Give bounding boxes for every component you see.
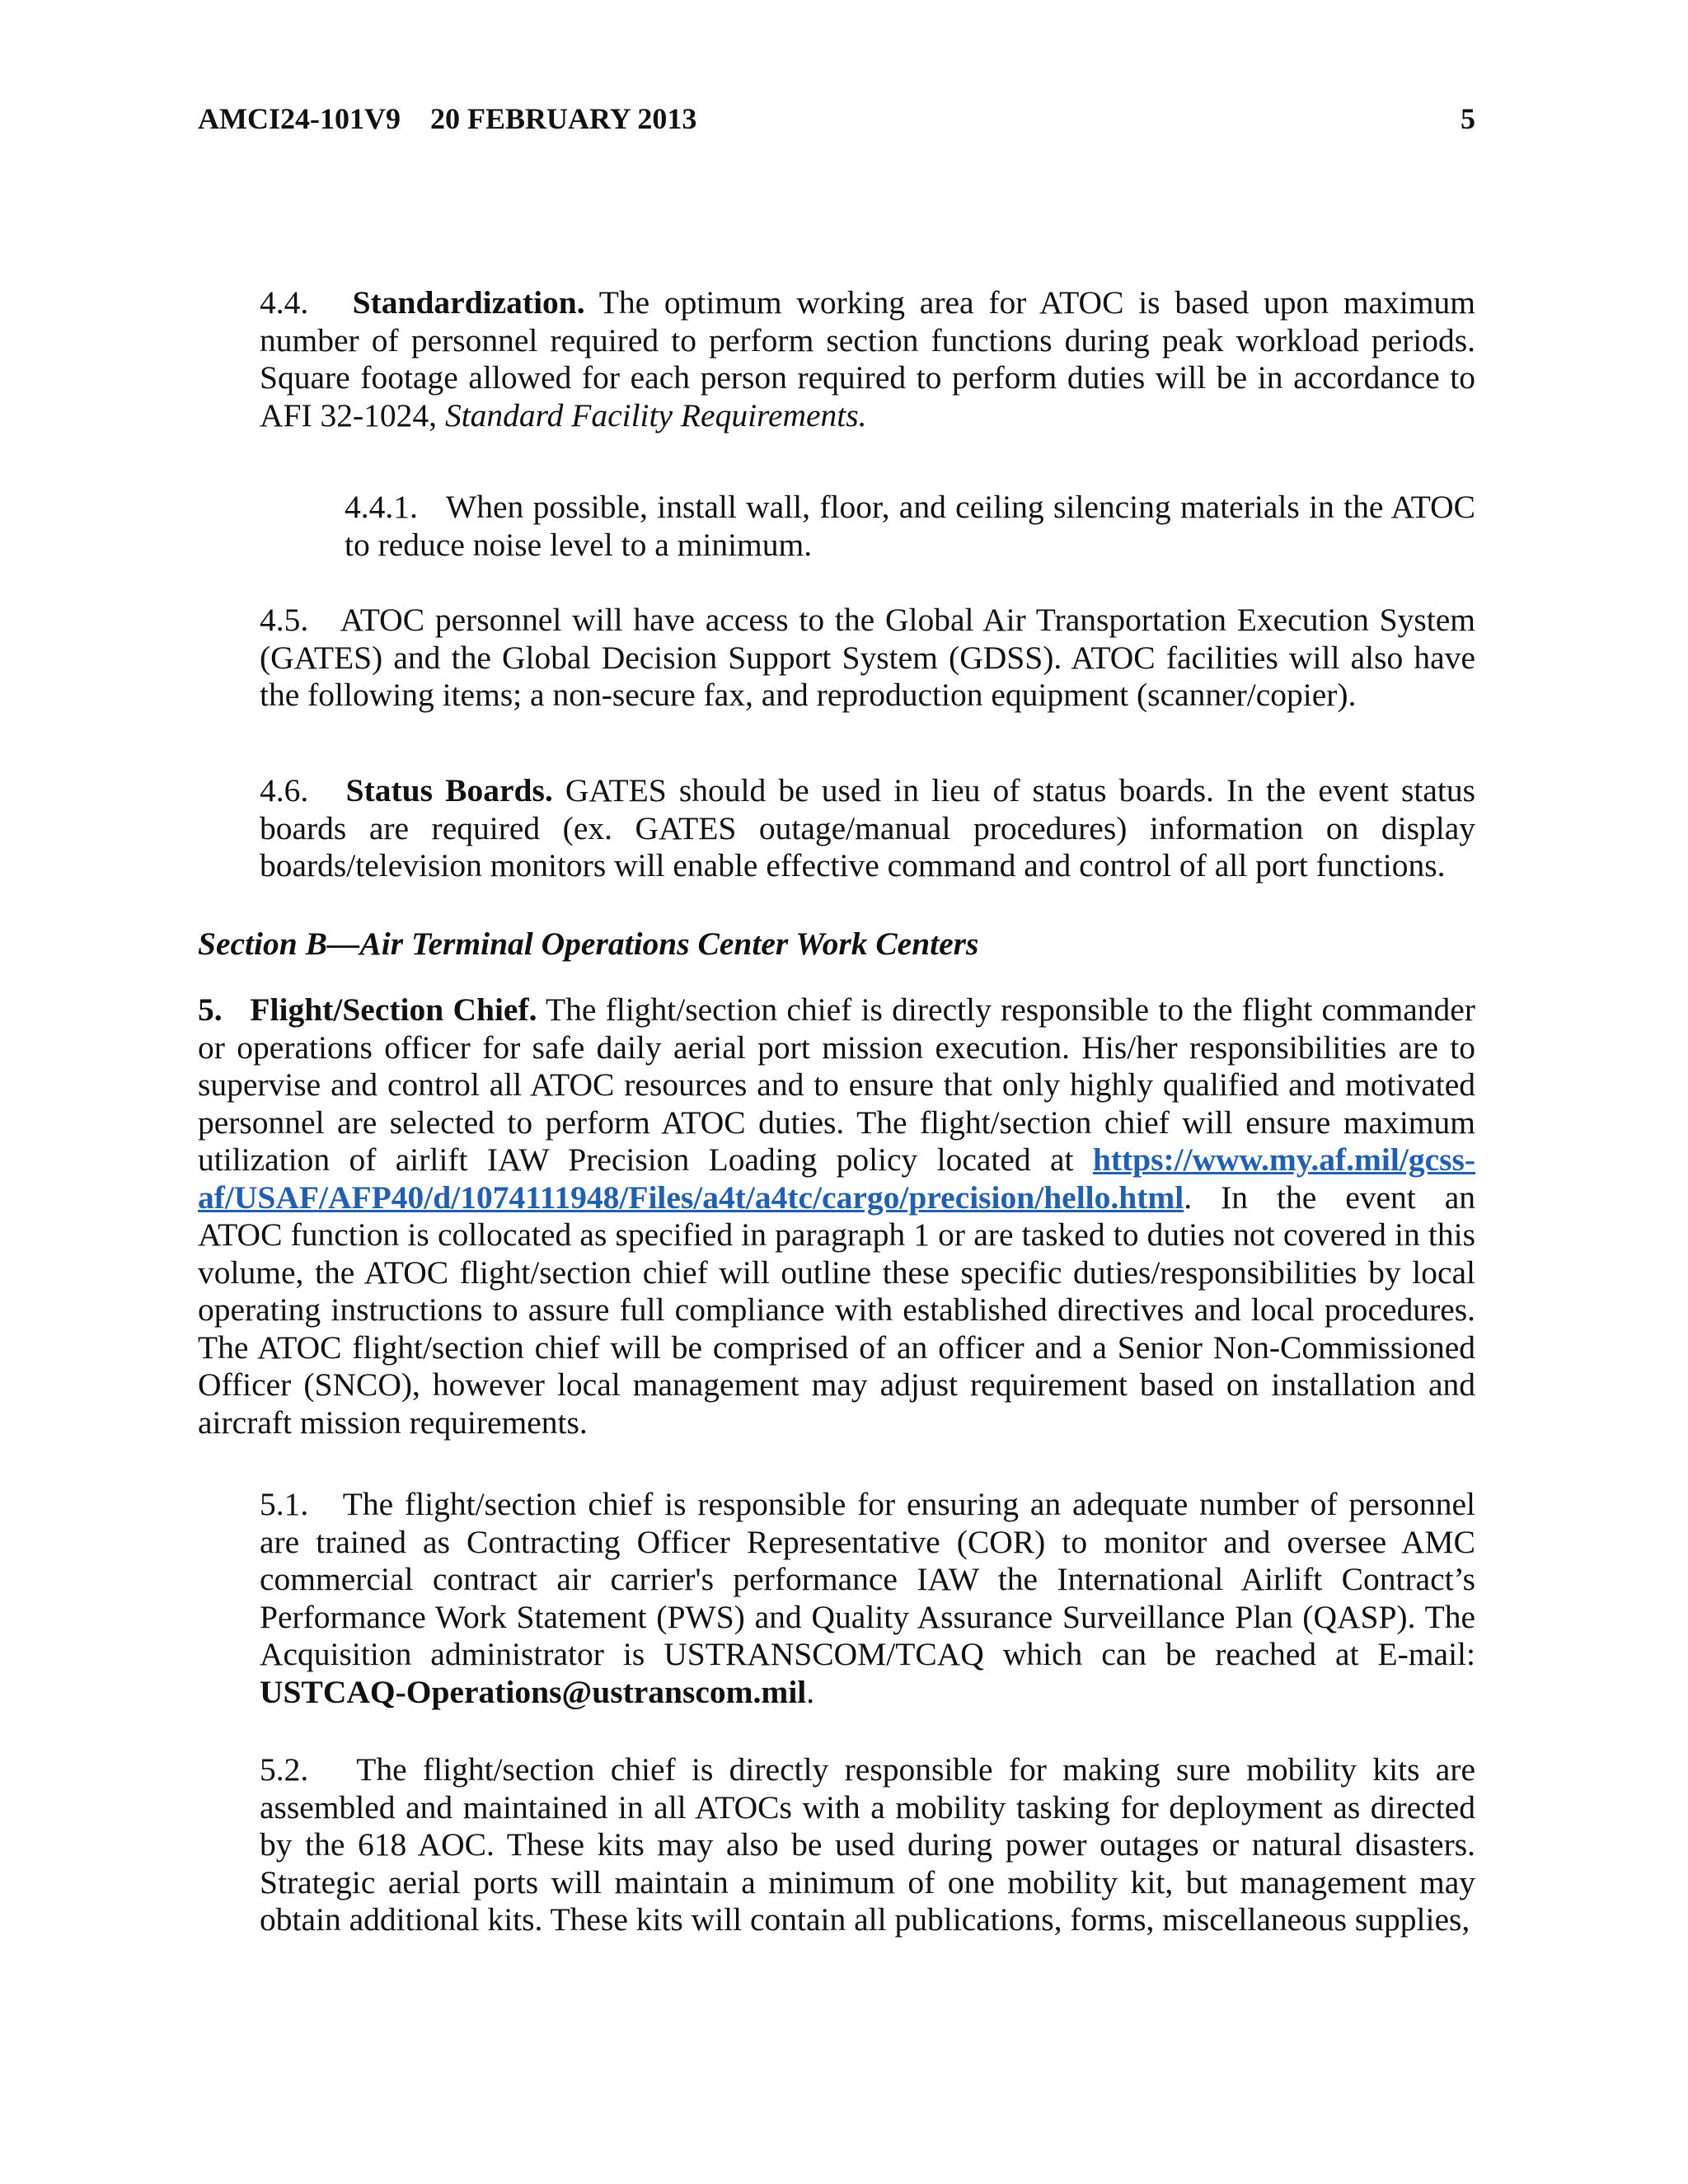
paragraph-number: 5.1. (260, 1486, 309, 1522)
paragraph-5-1 (260, 1486, 1475, 1711)
paragraph-4-6 (260, 772, 1475, 885)
paragraph-number: 4.4. (260, 284, 309, 321)
paragraph-text: The flight/section chief is responsible for ensuring an adequate number of personnel are trained as Contracting Officer Representative (COR) to monitor and oversee AMC commercial contract air carrier's performance IAW the International Airlift Contract’s Performance Work Statement (PWS) and Quality Assurance Surveillance Plan (QASP). The Acquisition administrator is USTRANSCOM/TCAQ which can be reached at E-mail: (260, 1486, 1475, 1672)
paragraph-title: Flight/Section Chief. (250, 991, 537, 1028)
document-date: 20 FEBRUARY 2013 (429, 102, 697, 135)
page-header (198, 97, 1475, 140)
paragraph-number: 4.6. (260, 772, 309, 808)
paragraph-4-4-1 (345, 489, 1475, 564)
paragraph-text: The flight/section chief is directly responsible for making sure mobility kits are assembled and maintained in all ATOCs with a mobility tasking for deployment as directed by the 618 AOC. These kits may also be used during power outages or natural disasters. Strategic aerial ports will maintain a minimum of one mobility kit, but management may obtain additional kits. These kits will contain all publications, forms, miscellaneous supplies, (260, 1751, 1475, 1938)
document-id: AMCI24-101V9 (198, 102, 401, 135)
contact-email: USTCAQ-Operations@ustranscom.mil (260, 1673, 807, 1710)
paragraph-text: When possible, install wall, floor, and ceiling silencing materials in the ATOC to reduce noise level to a minimum. (345, 489, 1475, 563)
paragraph-title: Status Boards. (345, 772, 553, 808)
paragraph-title: Standardization. (352, 284, 585, 321)
paragraph-end: . (806, 1673, 815, 1710)
paragraph-number: 4.5. (260, 602, 309, 638)
paragraph-text-continued: . In the event an ATOC function is collocated as specified in paragraph 1 or are tasked to duties not covered in this volume, the ATOC flight/section chief will outline these specific duties/responsibilities by local operating instructions to assure full compliance with established directives and local procedures. The ATOC flight/section chief will be comprised of an officer and a Senior Non-Commissioned Officer (SNCO), however local management may adjust requirement based on installation and aircraft mission requirements. (198, 1179, 1475, 1441)
paragraph-number: 4.4.1. (345, 489, 418, 525)
paragraph-number: 5.2. (260, 1751, 309, 1788)
precision-loading-policy-link[interactable]: https://www.my.af.mil/gcss-af/USAF/AFP40/d/1074111948/Files/a4t/a4tc/cargo/precision/hello.html (198, 1141, 1475, 1216)
section-b-title: Section B—Air Terminal Operations Center Work Centers (198, 926, 979, 962)
paragraph-text: ATOC personnel will have access to the Global Air Transportation Execution System (GATES) and the Global Decision Support System (GDSS). ATOC facilities will also have the following items; a non-secure fax, and reproduction equipment (scanner/copier). (260, 602, 1475, 713)
paragraph-text: The optimum working area for ATOC is based upon maximum number of personnel required to perform section functions during peak workload periods. Square footage allowed for each person required to perform duties will be in accordance to AFI 32-1024, (260, 284, 1476, 434)
paragraph-4-4 (260, 284, 1475, 434)
paragraph-4-5 (260, 602, 1475, 715)
paragraph-number: 5. (198, 991, 223, 1028)
paragraph-5 (198, 991, 1475, 1441)
page-number: 5 (1461, 102, 1475, 135)
paragraph-text: GATES should be used in lieu of status boards. In the event status boards are required (ex. GATES outage/manual procedures) information on display boards/television monitors will enable effective command and control of all port functions. (260, 772, 1476, 883)
paragraph-text: The flight/section chief is directly responsible to the flight commander or operations officer for safe daily aerial port mission execution. His/her responsibilities are to supervise and control all ATOC resources and to ensure that only highly qualified and motivated personnel are selected to perform ATOC duties. The flight/section chief will ensure maximum utilization of airlift IAW Precision Loading policy located at (198, 991, 1475, 1178)
paragraph-5-2 (260, 1751, 1475, 1939)
reference-title: Standard Facility Requirements. (444, 396, 867, 434)
